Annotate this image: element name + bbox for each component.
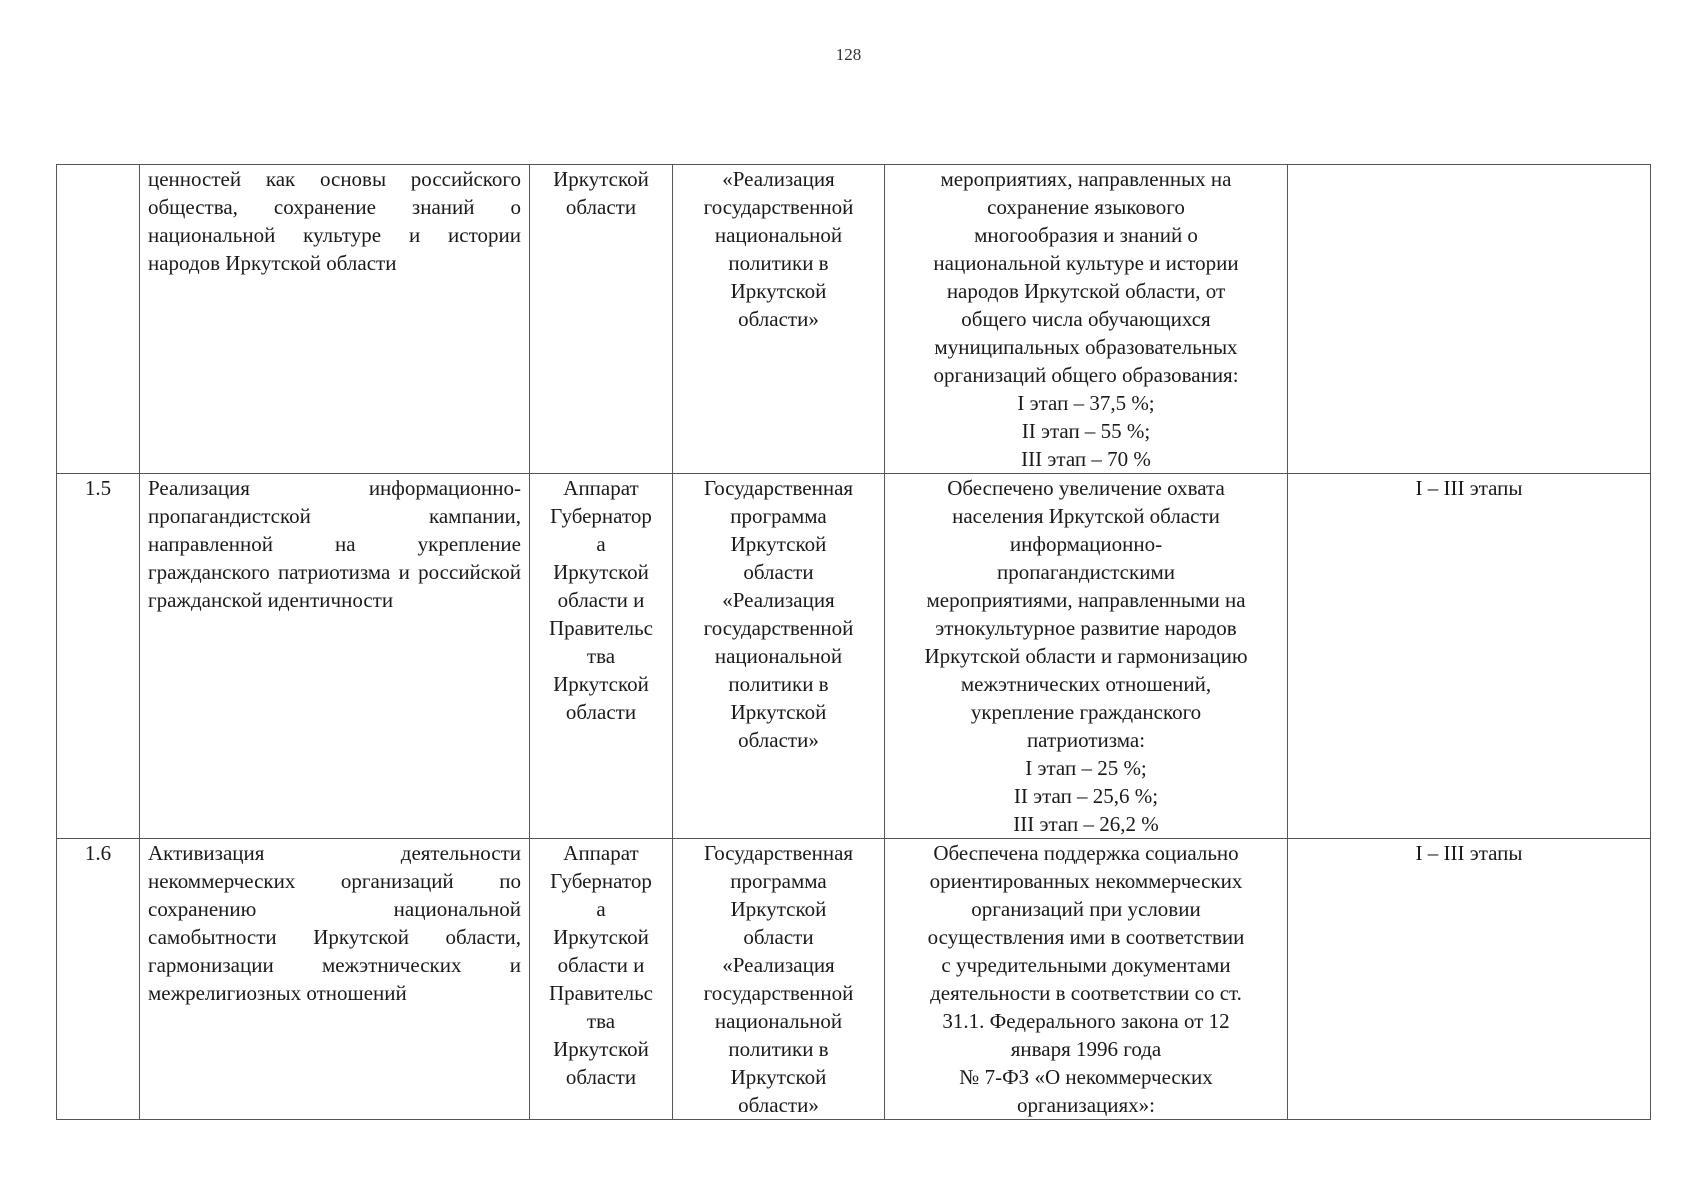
executor-line: Правительс bbox=[548, 981, 653, 1005]
result-line: патриотизма: bbox=[1026, 728, 1146, 752]
executor-line: Губернатор bbox=[550, 869, 652, 893]
program-line: области» bbox=[738, 728, 819, 752]
executor-cell bbox=[530, 474, 673, 839]
executor-cell bbox=[530, 839, 673, 1120]
result-cell bbox=[885, 839, 1288, 1120]
executor-line: Иркутской bbox=[553, 925, 649, 949]
result-line: организаций при условии bbox=[971, 897, 1201, 921]
result-line: II этап – 55 %; bbox=[1021, 419, 1151, 443]
result-line: многообразия и знаний о bbox=[974, 223, 1198, 247]
program-line: политики в bbox=[728, 1037, 829, 1061]
result-line: III этап – 70 % bbox=[1021, 447, 1151, 471]
result-line: II этап – 25,6 %; bbox=[1013, 784, 1159, 808]
program-line: Иркутской bbox=[730, 700, 827, 724]
program-line: Иркутской bbox=[730, 279, 827, 303]
program-line: области» bbox=[738, 307, 819, 331]
program-line: национальной bbox=[714, 644, 843, 668]
program-line: программа bbox=[730, 869, 827, 893]
result-line: 31.1. Федерального закона от 12 bbox=[942, 1009, 1230, 1033]
table-row bbox=[57, 839, 1651, 1120]
executor-line: Аппарат bbox=[563, 476, 639, 500]
executor-line: Иркутской bbox=[553, 560, 649, 584]
executor-line: области и bbox=[557, 953, 645, 977]
result-line: муниципальных образовательных bbox=[934, 335, 1238, 359]
executor-line: Правительс bbox=[548, 616, 653, 640]
executor-line: области bbox=[565, 195, 637, 219]
result-line: организациях»: bbox=[1017, 1093, 1155, 1117]
program-line: «Реализация bbox=[722, 167, 835, 191]
result-line: мероприятиями, направленными на bbox=[926, 588, 1246, 612]
executor-line: Иркутской bbox=[553, 1037, 649, 1061]
result-line: III этап – 26,2 % bbox=[1013, 812, 1159, 836]
result-cell bbox=[885, 474, 1288, 839]
result-line: укрепление гражданского bbox=[970, 700, 1202, 724]
result-line: населения Иркутской области bbox=[952, 504, 1220, 528]
result-line: мероприятиях, направленных на bbox=[940, 167, 1232, 191]
program-line: Иркутской bbox=[730, 532, 827, 556]
result-line: осуществления ими в соответствии bbox=[927, 925, 1245, 949]
result-line: I этап – 25 %; bbox=[1025, 756, 1147, 780]
measure-name: Реализация информационно-пропагандистской кампании, направленной на укрепление гражданского патриотизма и российской гражданской идентичности bbox=[140, 474, 530, 839]
executor-line: области bbox=[565, 1065, 637, 1089]
row-number bbox=[57, 165, 140, 474]
executor-line: а bbox=[596, 532, 606, 556]
row-number: 1.6 bbox=[57, 839, 140, 1120]
program-line: национальной bbox=[714, 223, 843, 247]
program-line: Государственная bbox=[703, 476, 854, 500]
program-line: области» bbox=[738, 1093, 819, 1117]
program-line: «Реализация bbox=[722, 953, 835, 977]
result-line: пропагандистскими bbox=[997, 560, 1175, 584]
program-line: Иркутской bbox=[730, 897, 827, 921]
term-cell bbox=[1288, 165, 1651, 474]
executor-line: тва bbox=[586, 1009, 616, 1033]
executor-line: тва bbox=[586, 644, 616, 668]
result-line: Обеспечена поддержка социально bbox=[933, 841, 1239, 865]
table-row bbox=[57, 474, 1651, 839]
program-line: области bbox=[743, 925, 814, 949]
executor-line: Губернатор bbox=[550, 504, 652, 528]
result-line: национальной культуре и истории bbox=[933, 251, 1239, 275]
executor-line: а bbox=[596, 897, 606, 921]
result-line: информационно- bbox=[1009, 532, 1163, 556]
executor-line: области и bbox=[557, 588, 645, 612]
program-line: Государственная bbox=[703, 841, 854, 865]
program-line: политики в bbox=[728, 672, 829, 696]
executor-line: Иркутской bbox=[553, 167, 649, 191]
measures-table bbox=[56, 164, 1651, 1120]
result-line: народов Иркутской области, от bbox=[946, 279, 1226, 303]
result-line: сохранение языкового bbox=[987, 195, 1185, 219]
program-line: «Реализация bbox=[722, 588, 835, 612]
program-line: программа bbox=[730, 504, 827, 528]
table-row bbox=[57, 165, 1651, 474]
executor-cell bbox=[530, 165, 673, 474]
result-line: ориентированных некоммерческих bbox=[929, 869, 1243, 893]
page-number: 128 bbox=[835, 45, 862, 64]
row-number: 1.5 bbox=[57, 474, 140, 839]
result-line: I этап – 37,5 %; bbox=[1017, 391, 1155, 415]
result-line: с учредительными документами bbox=[941, 953, 1231, 977]
executor-line: Иркутской bbox=[553, 672, 649, 696]
result-line: организаций общего образования: bbox=[933, 363, 1239, 387]
result-line: межэтнических отношений, bbox=[960, 672, 1212, 696]
program-line: государственной bbox=[703, 981, 854, 1005]
result-line: Иркутской области и гармонизацию bbox=[924, 644, 1248, 668]
measure-name: ценностей как основы российского общества, сохранение знаний о национальной культуре и истории народов Иркутской области bbox=[140, 165, 530, 474]
term-cell: I – III этапы bbox=[1288, 839, 1651, 1120]
program-cell bbox=[673, 474, 885, 839]
program-line: области bbox=[743, 560, 814, 584]
program-line: политики в bbox=[728, 251, 829, 275]
result-line: Обеспечено увеличение охвата bbox=[947, 476, 1225, 500]
term-cell: I – III этапы bbox=[1288, 474, 1651, 839]
result-cell bbox=[885, 165, 1288, 474]
executor-line: области bbox=[565, 700, 637, 724]
result-line: января 1996 года bbox=[1010, 1037, 1162, 1061]
program-line: государственной bbox=[703, 195, 854, 219]
executor-line: Аппарат bbox=[563, 841, 639, 865]
result-line: деятельности в соответствии со ст. bbox=[930, 981, 1242, 1005]
measure-name: Активизация деятельности некоммерческих организаций по сохранению национальной самобытности Иркутской области, гармонизации межэтнических и межрелигиозных отношений bbox=[140, 839, 530, 1120]
result-line: № 7-ФЗ «О некоммерческих bbox=[959, 1065, 1213, 1089]
program-cell bbox=[673, 839, 885, 1120]
result-line: этнокультурное развитие народов bbox=[935, 616, 1237, 640]
result-line: общего числа обучающихся bbox=[961, 307, 1211, 331]
program-line: Иркутской bbox=[730, 1065, 827, 1089]
program-line: государственной bbox=[703, 616, 854, 640]
program-cell bbox=[673, 165, 885, 474]
program-line: национальной bbox=[714, 1009, 843, 1033]
